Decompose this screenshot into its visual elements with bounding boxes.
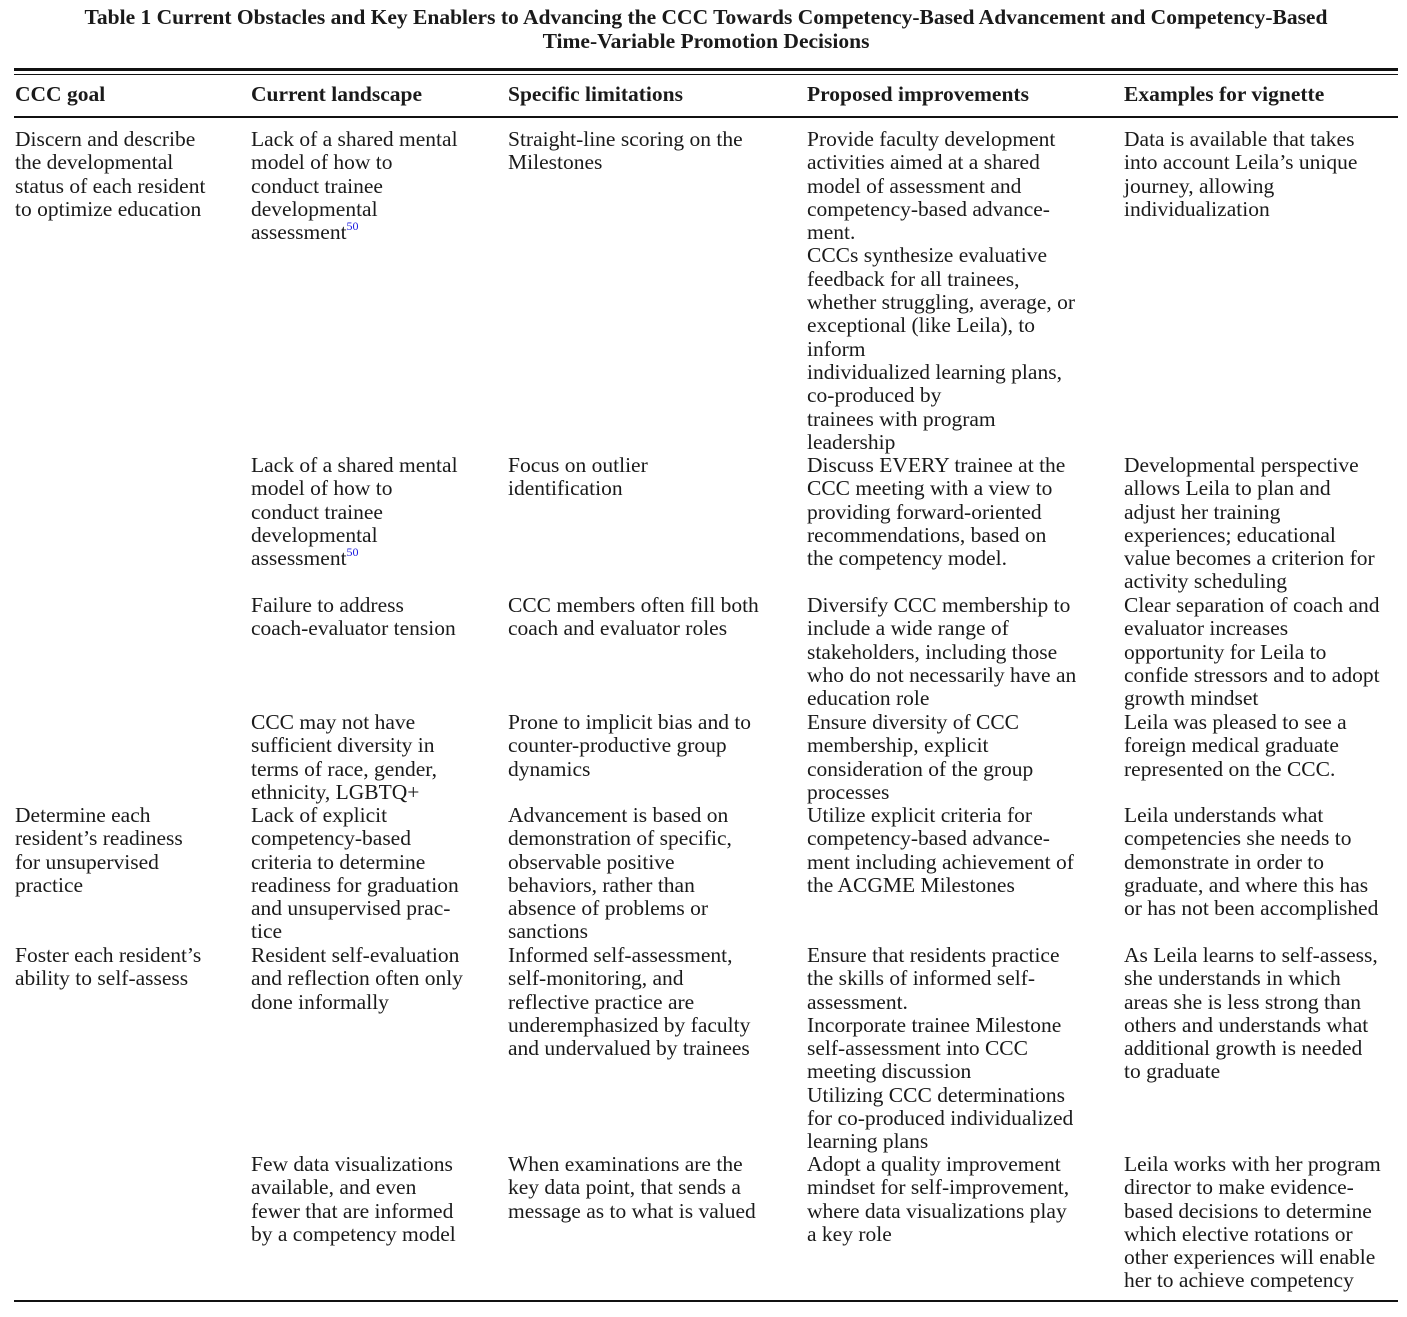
examples-cell <box>1124 454 1375 594</box>
examples-cell-line: demonstrate in order to <box>1124 849 1325 874</box>
examples-cell-line: adjust her training <box>1124 499 1281 524</box>
landscape-cell-line: assessment$^{50}$ <box>251 219 359 245</box>
landscape-cell <box>251 944 463 1014</box>
examples-cell-line: director to make evidence- <box>1124 1175 1354 1200</box>
examples-cell-line: Leila understands what <box>1124 803 1324 827</box>
improvements-cell-line: CCC meeting with a view to <box>807 476 1053 501</box>
improvements-cell-line: membership, explicit <box>807 733 989 758</box>
landscape-cell-line: Few data visualizations <box>251 1152 453 1176</box>
landscape-cell-line: sufficient diversity in <box>251 733 435 758</box>
examples-cell-line: to graduate <box>1124 1059 1221 1084</box>
examples-cell-line: represented on the CCC. <box>1124 756 1336 781</box>
limitations-cell-line: self-monitoring, and <box>508 966 684 991</box>
improvements-cell-line: consideration of the group <box>807 756 1034 781</box>
landscape-cell-line: by a competency model <box>251 1221 456 1246</box>
examples-cell-line: Data is available that takes <box>1124 127 1355 151</box>
limitations-cell <box>508 1153 756 1223</box>
improvements-cell-line: trainees with program <box>807 406 996 431</box>
limitations-cell-line: Informed self-assessment, <box>508 943 733 967</box>
landscape-cell-line: model of how to <box>251 150 393 175</box>
landscape-cell-line: Failure to address <box>251 593 404 617</box>
limitations-cell-line: absence of problems or <box>508 896 708 921</box>
landscape-cell <box>251 128 458 244</box>
improvements-cell-line: include a wide range of <box>807 616 1009 641</box>
improvements-cell-line: Incorporate trainee Milestone <box>807 1012 1062 1037</box>
goal-cell-line: the developmental <box>15 150 174 175</box>
landscape-cell-line: done informally <box>251 989 389 1014</box>
limitations-cell <box>508 454 648 501</box>
improvements-cell <box>807 454 1065 570</box>
header-specific-limitations: Specific limitations <box>508 82 683 106</box>
landscape-cell-line: model of how to <box>251 476 393 501</box>
limitations-cell <box>508 594 759 641</box>
bottom-rule <box>14 1300 1398 1302</box>
goal-cell-line: resident’s readiness <box>15 826 183 851</box>
header-proposed-improvements: Proposed improvements <box>807 82 1029 106</box>
improvements-cell-line: ment including achievement of <box>807 849 1074 874</box>
improvements-cell-line: individualized learning plans, <box>807 359 1062 384</box>
improvements-cell-line: Utilize explicit criteria for <box>807 803 1033 827</box>
limitations-cell-line: demonstration of specific, <box>508 826 732 851</box>
improvements-cell-line: Adopt a quality improvement <box>807 1152 1061 1176</box>
limitations-cell-line: counter-productive group <box>508 733 727 758</box>
improvements-cell-line: mindset for self-improvement, <box>807 1175 1070 1200</box>
improvements-cell-line: stakeholders, including those <box>807 639 1058 664</box>
examples-cell-line: journey, allowing <box>1124 173 1275 198</box>
limitations-cell-line: identification <box>508 476 623 501</box>
improvements-cell-line: Ensure that residents practice <box>807 943 1060 967</box>
examples-cell-line: Leila was pleased to see a <box>1124 710 1347 734</box>
improvements-cell-line: CCCs synthesize evaluative <box>807 243 1048 268</box>
improvements-cell-line: whether struggling, average, or <box>807 290 1076 315</box>
examples-cell-line: foreign medical graduate <box>1124 733 1339 758</box>
limitations-cell-line: reflective practice are <box>508 989 695 1014</box>
improvements-cell-line: the skills of informed self- <box>807 966 1036 991</box>
landscape-cell-line: developmental <box>251 196 378 221</box>
header-current-landscape: Current landscape <box>251 82 423 106</box>
header-examples-for-vignette: Examples for vignette <box>1124 82 1325 106</box>
examples-cell <box>1124 1153 1381 1293</box>
landscape-cell-line: available, and even <box>251 1175 417 1200</box>
landscape-cell <box>251 711 437 804</box>
improvements-cell-line: leadership <box>807 429 896 454</box>
landscape-cell-line: conduct trainee <box>251 499 383 524</box>
improvements-cell-line: competency-based advance- <box>807 196 1050 221</box>
examples-cell-line: her to achieve competency <box>1124 1268 1354 1293</box>
limitations-cell-line: key data point, that sends a <box>508 1175 741 1200</box>
improvements-cell-line: inform <box>807 336 866 361</box>
improvements-cell-line: where data visualizations play <box>807 1198 1067 1223</box>
examples-cell-line: based decisions to determine <box>1124 1198 1372 1223</box>
landscape-cell-line: Resident self-evaluation <box>251 943 460 967</box>
improvements-cell <box>807 711 1033 804</box>
caption-line-1: Table 1 Current Obstacles and Key Enablers to Advancing the CCC Towards Competency-Based Advancement and Competency-Based <box>84 5 1328 29</box>
limitations-cell-line: coach and evaluator roles <box>508 616 728 641</box>
examples-cell-line: graduate, and where this has <box>1124 872 1369 897</box>
landscape-cell-line: and reflection often only <box>251 966 463 991</box>
examples-cell <box>1124 594 1380 710</box>
examples-cell-line: Clear separation of coach and <box>1124 593 1380 617</box>
examples-cell-line: growth mindset <box>1124 686 1259 711</box>
limitations-cell-line: sanctions <box>508 919 589 944</box>
landscape-cell <box>251 454 458 570</box>
landscape-cell-line: Lack of explicit <box>251 803 388 827</box>
landscape-cell-line: Lack of a shared mental <box>251 453 458 477</box>
landscape-cell-line: ethnicity, LGBTQ+ <box>251 779 420 804</box>
improvements-cell-line: who do not necessarily have an <box>807 662 1077 687</box>
examples-cell-line: As Leila learns to self-assess, <box>1124 943 1378 967</box>
examples-cell-line: value becomes a criterion for <box>1124 546 1375 571</box>
goal-cell <box>15 128 205 221</box>
improvements-cell-line: Discuss EVERY trainee at the <box>807 453 1066 477</box>
landscape-cell-line: coach-evaluator tension <box>251 616 456 641</box>
landscape-cell-line: criteria to determine <box>251 849 426 874</box>
landscape-cell-line: CCC may not have <box>251 710 416 734</box>
limitations-cell <box>508 944 750 1060</box>
examples-cell-line: or has not been accomplished <box>1124 896 1379 921</box>
improvements-cell-line: feedback for all trainees, <box>807 266 1020 291</box>
goal-cell-line: to optimize education <box>15 196 202 221</box>
improvements-cell-line: education role <box>807 686 930 711</box>
improvements-cell-line: Diversify CCC membership to <box>807 593 1071 617</box>
improvements-cell <box>807 944 1073 1154</box>
improvements-cell-line: processes <box>807 779 890 804</box>
caption-line-2: Time-Variable Promotion Decisions <box>542 29 870 53</box>
improvements-cell-line: co-produced by <box>807 383 942 408</box>
examples-cell-line: Developmental perspective <box>1124 453 1359 477</box>
landscape-cell-line: Lack of a shared mental <box>251 127 458 151</box>
examples-cell <box>1124 804 1378 920</box>
citation-link[interactable]: 50 <box>346 219 359 234</box>
limitations-cell-line: Prone to implicit bias and to <box>508 710 752 734</box>
improvements-cell-line: self-assessment into CCC <box>807 1036 1028 1061</box>
limitations-cell-line: Milestones <box>508 150 603 175</box>
improvements-cell-line: ment. <box>807 220 856 245</box>
improvements-cell-line: competency-based advance- <box>807 826 1050 851</box>
limitations-cell-line: dynamics <box>508 756 591 781</box>
landscape-cell-line: assessment$^{50}$ <box>251 545 359 571</box>
landscape-cell-line: readiness for graduation <box>251 872 459 897</box>
limitations-cell-line: Advancement is based on <box>508 803 729 827</box>
examples-cell <box>1124 128 1357 221</box>
goal-cell-line: status of each resident <box>15 173 206 198</box>
improvements-cell-line: activities aimed at a shared <box>807 150 1040 175</box>
improvements-cell-line: assessment. <box>807 989 908 1014</box>
landscape-cell-line: fewer that are informed <box>251 1198 454 1223</box>
landscape-cell-line: developmental <box>251 522 378 547</box>
goal-cell-line: Determine each <box>15 803 151 827</box>
examples-cell <box>1124 944 1378 1084</box>
improvements-cell <box>807 1153 1069 1246</box>
examples-cell-line: allows Leila to plan and <box>1124 476 1331 501</box>
limitations-cell-line: When examinations are the <box>508 1152 743 1176</box>
limitations-cell-line: observable positive <box>508 849 675 874</box>
examples-cell-line: individualization <box>1124 196 1270 221</box>
landscape-cell <box>251 1153 456 1246</box>
goal-cell-line: Foster each resident’s <box>15 943 202 967</box>
improvements-cell-line: recommendations, based on <box>807 522 1047 547</box>
improvements-cell-line: exceptional (like Leila), to <box>807 313 1036 338</box>
examples-cell-line: evaluator increases <box>1124 616 1289 641</box>
examples-cell-line: activity scheduling <box>1124 569 1288 594</box>
landscape-cell-line: terms of race, gender, <box>251 756 437 781</box>
examples-cell <box>1124 711 1347 781</box>
citation-link[interactable]: 50 <box>346 545 359 560</box>
landscape-cell-line: tice <box>251 919 283 944</box>
improvements-cell-line: the ACGME Milestones <box>807 872 1015 897</box>
goal-cell-line: ability to self-assess <box>15 966 189 991</box>
limitations-cell-line: message as to what is valued <box>508 1198 756 1223</box>
improvements-cell-line: a key role <box>807 1221 892 1246</box>
improvements-cell <box>807 594 1076 710</box>
landscape-cell <box>251 594 456 641</box>
limitations-cell <box>508 804 732 944</box>
goal-cell-line: practice <box>15 872 84 897</box>
improvements-cell <box>807 804 1074 897</box>
landscape-cell-line: competency-based <box>251 826 411 851</box>
top-rule-thick <box>14 68 1398 71</box>
table-caption <box>14 5 1398 53</box>
examples-cell-line: additional growth is needed <box>1124 1036 1363 1061</box>
improvements-cell-line: model of assessment and <box>807 173 1022 198</box>
improvements-cell-line: the competency model. <box>807 546 1007 571</box>
examples-cell-line: other experiences will enable <box>1124 1245 1376 1270</box>
examples-cell-line: opportunity for Leila to <box>1124 639 1327 664</box>
improvements-cell-line: Utilizing CCC determinations <box>807 1082 1065 1107</box>
improvements-cell-line: Provide faculty development <box>807 127 1056 151</box>
landscape-cell <box>251 804 459 944</box>
limitations-cell <box>508 711 751 781</box>
examples-cell-line: competencies she needs to <box>1124 826 1352 851</box>
examples-cell-line: areas she is less strong than <box>1124 989 1362 1014</box>
limitations-cell-line: and undervalued by trainees <box>508 1036 750 1061</box>
goal-cell <box>15 944 201 991</box>
goal-cell <box>15 804 183 897</box>
examples-cell-line: into account Leila’s unique <box>1124 150 1358 175</box>
examples-cell-line: Leila works with her program <box>1124 1152 1381 1176</box>
examples-cell-line: she understands in which <box>1124 966 1341 991</box>
examples-cell-line: which elective rotations or <box>1124 1221 1353 1246</box>
goal-cell-line: Discern and describe <box>15 127 196 151</box>
examples-cell-line: confide stressors and to adopt <box>1124 662 1380 687</box>
limitations-cell-line: underemphasized by faculty <box>508 1012 751 1037</box>
improvements-cell-line: providing forward-oriented <box>807 499 1042 524</box>
top-rule-thin <box>14 74 1398 75</box>
improvements-cell-line: learning plans <box>807 1129 929 1154</box>
landscape-cell-line: and unsupervised prac- <box>251 896 451 921</box>
improvements-cell-line: for co-produced individualized <box>807 1106 1074 1131</box>
examples-cell-line: experiences; educational <box>1124 522 1336 547</box>
improvements-cell-line: Ensure diversity of CCC <box>807 710 1019 734</box>
limitations-cell-line: Focus on outlier <box>508 453 648 477</box>
limitations-cell-line: CCC members often fill both <box>508 593 759 617</box>
examples-cell-line: others and understands what <box>1124 1012 1369 1037</box>
header-rule <box>14 116 1398 118</box>
limitations-cell-line: Straight-line scoring on the <box>508 127 743 151</box>
limitations-cell <box>508 128 743 175</box>
header-ccc-goal: CCC goal <box>15 82 106 106</box>
improvements-cell <box>807 128 1075 454</box>
limitations-cell-line: behaviors, rather than <box>508 872 695 897</box>
landscape-cell-line: conduct trainee <box>251 173 383 198</box>
goal-cell-line: for unsupervised <box>15 849 159 874</box>
improvements-cell-line: meeting discussion <box>807 1059 972 1084</box>
